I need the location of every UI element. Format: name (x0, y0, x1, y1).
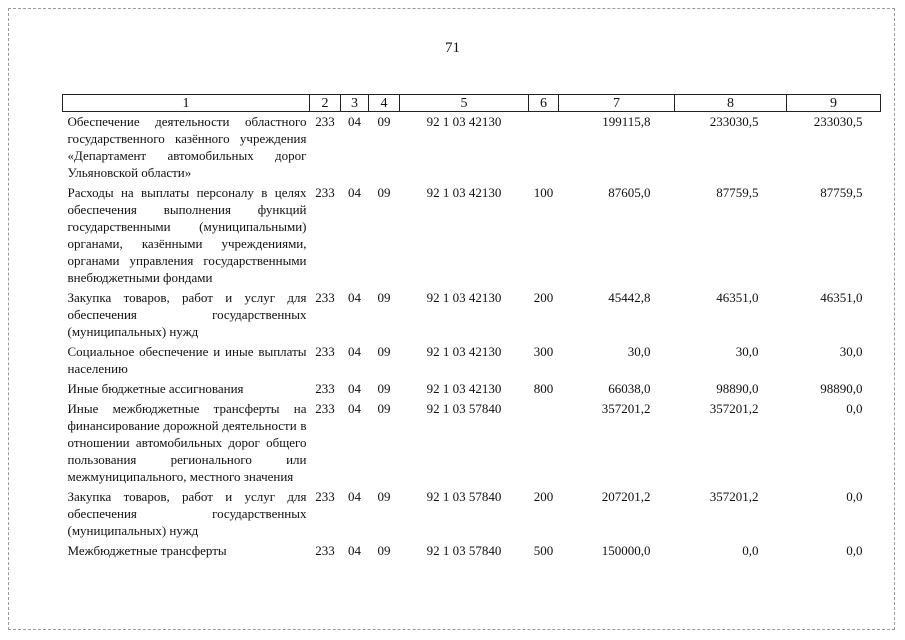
row-code-5: 92 1 03 57840 (426, 489, 502, 504)
row-code-3: 04 (348, 114, 361, 129)
row-code-4: 09 (377, 489, 391, 504)
row-value-9: 233030,5 (813, 114, 863, 129)
row-code-6: 100 (533, 185, 554, 200)
row-value-8: 357201,2 (709, 489, 759, 504)
row-value-7: 207201,2 (601, 489, 651, 504)
row-value-7: 30,0 (627, 344, 651, 359)
row-value-7: 87605,0 (608, 185, 651, 200)
row-value-9: 98890,0 (820, 381, 863, 396)
table-row (63, 183, 881, 288)
row-code-2: 233 (315, 185, 335, 200)
row-code-2: 233 (315, 489, 335, 504)
row-name: Закупка товаров, работ и услуг для обеспечения государственных (муниципальных) нужд (67, 489, 307, 538)
table-row (63, 541, 881, 561)
row-code-2: 233 (315, 401, 335, 416)
budget-table (62, 94, 881, 561)
row-value-9: 30,0 (839, 344, 863, 359)
row-code-6: 500 (533, 543, 554, 558)
row-code-5: 92 1 03 42130 (426, 344, 502, 359)
header-col-7: 7 (559, 95, 675, 112)
row-name: Социальное обеспечение и иные выплаты населению (67, 344, 307, 376)
row-code-2: 233 (315, 381, 335, 396)
header-col-2: 2 (310, 95, 341, 112)
row-code-5: 92 1 03 42130 (426, 290, 502, 305)
table-header-row (63, 95, 881, 112)
row-code-5: 92 1 03 42130 (426, 381, 502, 396)
row-code-3: 04 (348, 489, 361, 504)
row-value-7: 66038,0 (608, 381, 651, 396)
row-value-8: 0,0 (742, 543, 759, 558)
row-code-6: 200 (533, 489, 554, 504)
header-col-8: 8 (675, 95, 787, 112)
row-value-9: 0,0 (846, 543, 863, 558)
row-code-6 (529, 112, 559, 184)
header-col-3: 3 (341, 95, 369, 112)
row-name: Иные бюджетные ассигнования (67, 381, 244, 396)
row-code-4: 09 (377, 381, 391, 396)
row-code-4: 09 (377, 185, 391, 200)
row-value-9: 0,0 (846, 489, 863, 504)
row-code-3: 04 (348, 344, 361, 359)
row-name: Иные межбюджетные трансферты на финансирование дорожной деятельности в отношении автомобильных дорог общего пользования регионального или межмуниципального, местного значения (67, 401, 307, 484)
row-code-3: 04 (348, 401, 361, 416)
row-code-4: 09 (377, 344, 391, 359)
header-col-4: 4 (369, 95, 400, 112)
page-number: 71 (445, 40, 460, 56)
header-col-5: 5 (400, 95, 529, 112)
table-row (63, 112, 881, 184)
row-value-7: 45442,8 (608, 290, 651, 305)
row-code-2: 233 (315, 290, 335, 305)
row-code-3: 04 (348, 185, 361, 200)
row-name: Расходы на выплаты персоналу в целях обеспечения выполнения функций государственными (муниципальными) органами, казёнными учреждениями, органами управления государственными внебюджетными фондами (67, 185, 307, 285)
row-code-4: 09 (377, 543, 391, 558)
row-code-4: 09 (377, 401, 391, 416)
row-code-3: 04 (348, 290, 361, 305)
row-code-2: 233 (315, 344, 335, 359)
row-code-5: 92 1 03 42130 (426, 185, 502, 200)
row-value-8: 87759,5 (716, 185, 759, 200)
row-value-7: 150000,0 (601, 543, 651, 558)
row-code-5: 92 1 03 57840 (426, 401, 502, 416)
row-code-4: 09 (377, 290, 391, 305)
table-row (63, 288, 881, 342)
row-value-8: 98890,0 (716, 381, 759, 396)
header-col-1: 1 (63, 95, 310, 112)
row-code-2: 233 (315, 114, 335, 129)
row-value-9: 0,0 (846, 401, 863, 416)
row-value-8: 233030,5 (709, 114, 759, 129)
table-row (63, 342, 881, 379)
row-value-9: 46351,0 (820, 290, 863, 305)
row-name: Закупка товаров, работ и услуг для обеспечения государственных (муниципальных) нужд (67, 290, 307, 339)
row-code-3: 04 (348, 543, 361, 558)
table-row (63, 399, 881, 487)
row-name: Межбюджетные трансферты (67, 543, 227, 558)
row-code-6: 800 (533, 381, 554, 396)
row-code-3: 04 (348, 381, 361, 396)
row-code-6 (529, 399, 559, 487)
row-value-7: 357201,2 (601, 401, 651, 416)
row-value-9: 87759,5 (820, 185, 863, 200)
row-code-6: 300 (533, 344, 554, 359)
row-code-5: 92 1 03 42130 (426, 114, 502, 129)
row-name: Обеспечение деятельности областного государственного казённого учреждения «Департамент автомобильных дорог Ульяновской области» (67, 114, 307, 180)
row-code-2: 233 (315, 543, 335, 558)
row-code-4: 09 (377, 114, 391, 129)
header-col-9: 9 (787, 95, 881, 112)
row-code-6: 200 (533, 290, 554, 305)
header-col-6: 6 (529, 95, 559, 112)
row-value-7: 199115,8 (602, 114, 651, 129)
row-value-8: 46351,0 (716, 290, 759, 305)
row-value-8: 357201,2 (709, 401, 759, 416)
table-row (63, 379, 881, 399)
row-code-5: 92 1 03 57840 (426, 543, 502, 558)
table-row (63, 487, 881, 541)
row-value-8: 30,0 (735, 344, 759, 359)
